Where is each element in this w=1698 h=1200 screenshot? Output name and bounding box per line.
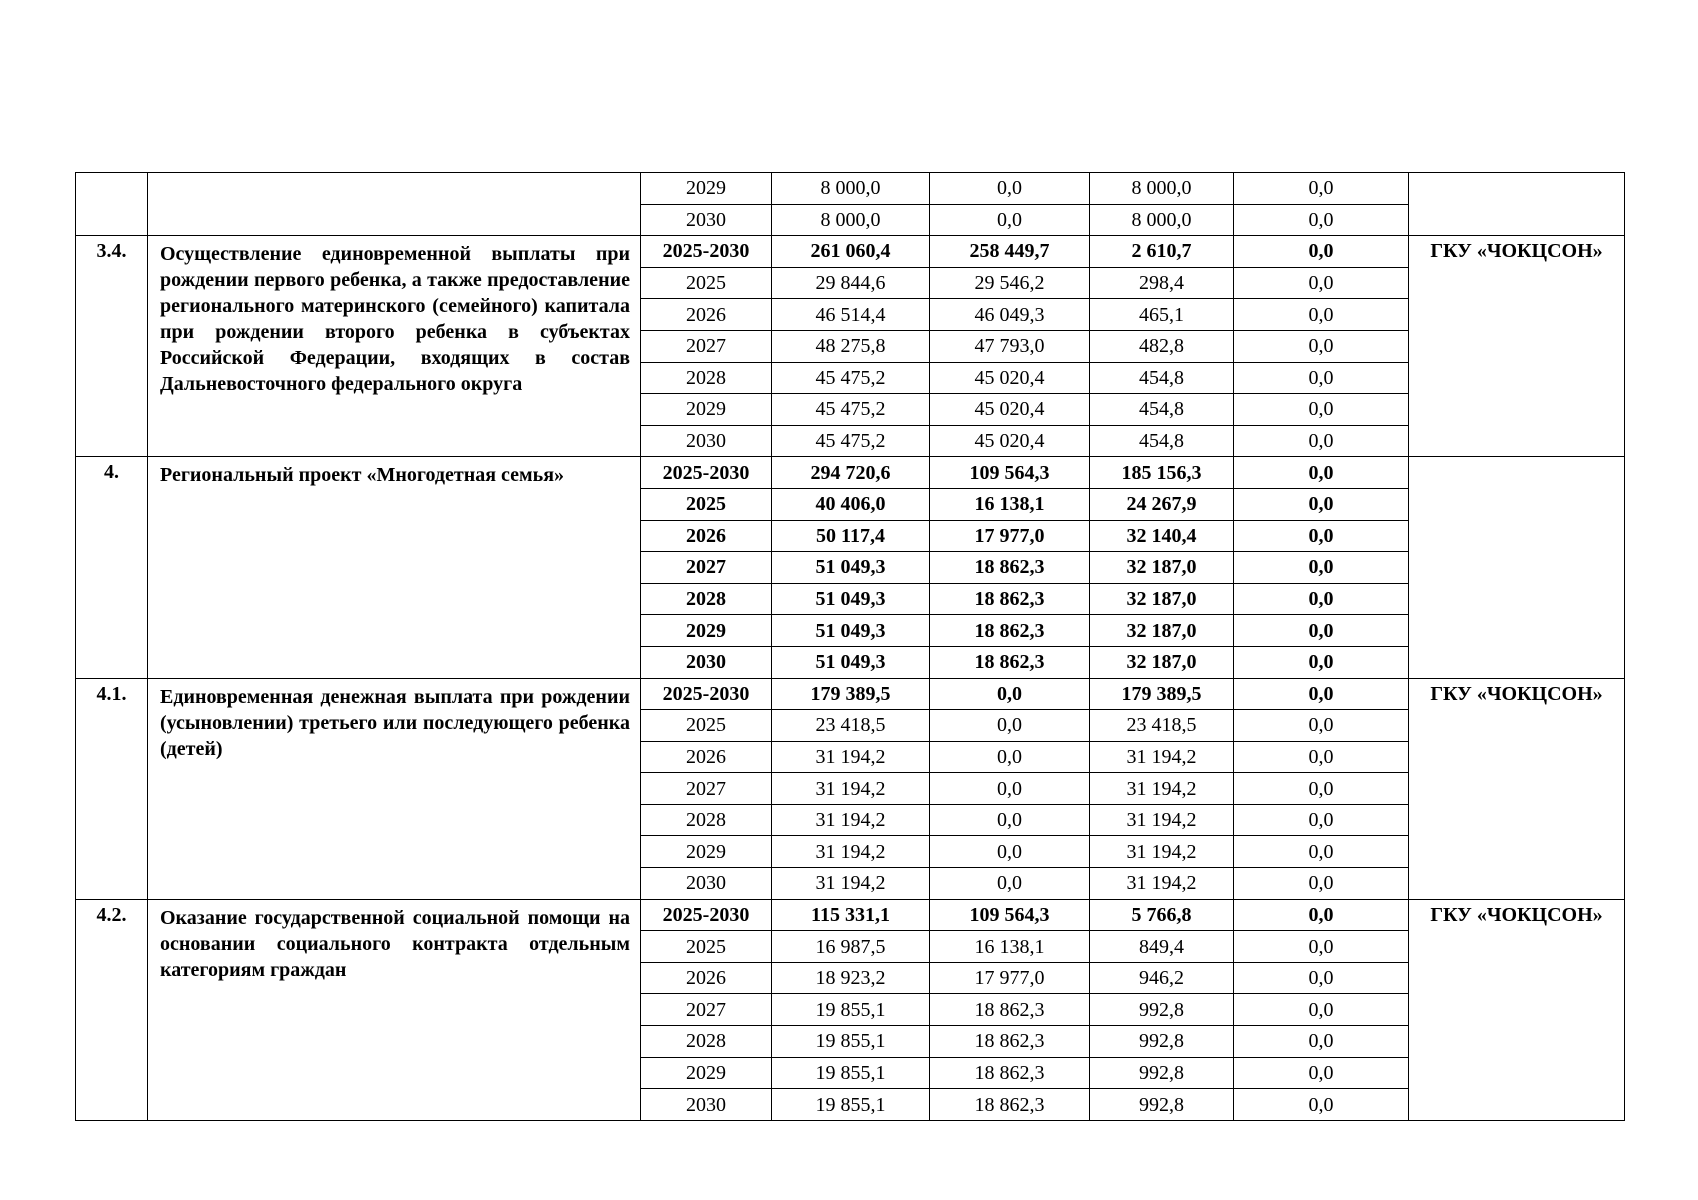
total-cell: 45 475,2 [772,394,930,426]
period-cell: 2028 [641,362,772,394]
table-row [76,236,1625,268]
federal-budget-cell: 18 862,3 [930,1057,1090,1089]
regional-budget-cell: 5 766,8 [1090,899,1234,931]
table-body [76,173,1625,1121]
federal-budget-cell: 0,0 [930,678,1090,710]
federal-budget-cell: 0,0 [930,773,1090,805]
other-sources-cell: 0,0 [1234,678,1409,710]
regional-budget-cell: 992,8 [1090,1089,1234,1121]
federal-budget-cell: 18 862,3 [930,615,1090,647]
total-cell: 31 194,2 [772,868,930,900]
total-cell: 48 275,8 [772,330,930,362]
regional-budget-cell: 298,4 [1090,267,1234,299]
period-cell: 2026 [641,520,772,552]
other-sources-cell: 0,0 [1234,615,1409,647]
federal-budget-cell: 45 020,4 [930,362,1090,394]
period-cell: 2025-2030 [641,457,772,489]
regional-budget-cell: 2 610,7 [1090,236,1234,268]
federal-budget-cell: 18 862,3 [930,994,1090,1026]
other-sources-cell: 0,0 [1234,520,1409,552]
regional-budget-cell: 849,4 [1090,931,1234,963]
total-cell: 8 000,0 [772,173,930,205]
other-sources-cell: 0,0 [1234,773,1409,805]
regional-budget-cell: 482,8 [1090,330,1234,362]
regional-budget-cell: 32 187,0 [1090,615,1234,647]
other-sources-cell: 0,0 [1234,994,1409,1026]
item-number-cell: 4.2. [76,899,148,1120]
period-cell: 2025 [641,931,772,963]
period-cell: 2028 [641,583,772,615]
total-cell: 179 389,5 [772,678,930,710]
period-cell: 2025 [641,488,772,520]
other-sources-cell: 0,0 [1234,362,1409,394]
federal-budget-cell: 0,0 [930,836,1090,868]
period-cell: 2025 [641,710,772,742]
period-cell: 2030 [641,646,772,678]
regional-budget-cell: 31 194,2 [1090,804,1234,836]
period-cell: 2029 [641,1057,772,1089]
regional-budget-cell: 24 267,9 [1090,488,1234,520]
item-name-cell [148,173,641,236]
federal-budget-cell: 18 862,3 [930,1026,1090,1058]
federal-budget-cell: 47 793,0 [930,330,1090,362]
federal-budget-cell: 16 138,1 [930,931,1090,963]
federal-budget-cell: 18 862,3 [930,552,1090,584]
other-sources-cell: 0,0 [1234,552,1409,584]
other-sources-cell: 0,0 [1234,868,1409,900]
period-cell: 2026 [641,962,772,994]
period-cell: 2030 [641,1089,772,1121]
federal-budget-cell: 46 049,3 [930,299,1090,331]
period-cell: 2027 [641,330,772,362]
regional-budget-cell: 992,8 [1090,1026,1234,1058]
other-sources-cell: 0,0 [1234,425,1409,457]
other-sources-cell: 0,0 [1234,899,1409,931]
other-sources-cell: 0,0 [1234,836,1409,868]
other-sources-cell: 0,0 [1234,488,1409,520]
total-cell: 51 049,3 [772,615,930,647]
regional-budget-cell: 465,1 [1090,299,1234,331]
total-cell: 294 720,6 [772,457,930,489]
total-cell: 115 331,1 [772,899,930,931]
regional-budget-cell: 992,8 [1090,994,1234,1026]
table-row [76,678,1625,710]
period-cell: 2029 [641,394,772,426]
period-cell: 2026 [641,741,772,773]
federal-budget-cell: 0,0 [930,173,1090,205]
total-cell: 16 987,5 [772,931,930,963]
period-cell: 2027 [641,773,772,805]
total-cell: 51 049,3 [772,646,930,678]
period-cell: 2027 [641,552,772,584]
period-cell: 2028 [641,804,772,836]
other-sources-cell: 0,0 [1234,394,1409,426]
table-row [76,899,1625,931]
period-cell: 2026 [641,299,772,331]
total-cell: 31 194,2 [772,804,930,836]
regional-budget-cell: 179 389,5 [1090,678,1234,710]
total-cell: 19 855,1 [772,1089,930,1121]
period-cell: 2025-2030 [641,678,772,710]
federal-budget-cell: 16 138,1 [930,488,1090,520]
responsible-executor-cell [1409,457,1625,678]
regional-budget-cell: 31 194,2 [1090,836,1234,868]
period-cell: 2029 [641,836,772,868]
other-sources-cell: 0,0 [1234,173,1409,205]
responsible-executor-cell: ГКУ «ЧОКЦСОН» [1409,899,1625,1120]
other-sources-cell: 0,0 [1234,299,1409,331]
total-cell: 51 049,3 [772,552,930,584]
other-sources-cell: 0,0 [1234,583,1409,615]
federal-budget-cell: 109 564,3 [930,457,1090,489]
federal-budget-cell: 17 977,0 [930,962,1090,994]
regional-budget-cell: 32 187,0 [1090,552,1234,584]
other-sources-cell: 0,0 [1234,1057,1409,1089]
period-cell: 2028 [641,1026,772,1058]
total-cell: 51 049,3 [772,583,930,615]
regional-budget-cell: 32 187,0 [1090,583,1234,615]
other-sources-cell: 0,0 [1234,236,1409,268]
federal-budget-cell: 18 862,3 [930,1089,1090,1121]
other-sources-cell: 0,0 [1234,646,1409,678]
total-cell: 23 418,5 [772,710,930,742]
total-cell: 29 844,6 [772,267,930,299]
total-cell: 46 514,4 [772,299,930,331]
federal-budget-cell: 0,0 [930,204,1090,236]
responsible-executor-cell: ГКУ «ЧОКЦСОН» [1409,236,1625,457]
item-name-cell: Единовременная денежная выплата при рождении (усыновлении) третьего или последующего ребенка (детей) [148,678,641,899]
federal-budget-cell: 0,0 [930,804,1090,836]
other-sources-cell: 0,0 [1234,330,1409,362]
regional-budget-cell: 454,8 [1090,362,1234,394]
budget-table [75,172,1625,1121]
other-sources-cell: 0,0 [1234,457,1409,489]
item-number-cell: 4.1. [76,678,148,899]
other-sources-cell: 0,0 [1234,931,1409,963]
regional-budget-cell: 992,8 [1090,1057,1234,1089]
regional-budget-cell: 31 194,2 [1090,741,1234,773]
total-cell: 31 194,2 [772,773,930,805]
total-cell: 45 475,2 [772,425,930,457]
total-cell: 45 475,2 [772,362,930,394]
federal-budget-cell: 258 449,7 [930,236,1090,268]
period-cell: 2025-2030 [641,236,772,268]
federal-budget-cell: 45 020,4 [930,394,1090,426]
regional-budget-cell: 946,2 [1090,962,1234,994]
period-cell: 2030 [641,868,772,900]
table-row [76,173,1625,205]
federal-budget-cell: 29 546,2 [930,267,1090,299]
other-sources-cell: 0,0 [1234,1089,1409,1121]
other-sources-cell: 0,0 [1234,804,1409,836]
regional-budget-cell: 8 000,0 [1090,173,1234,205]
total-cell: 31 194,2 [772,836,930,868]
regional-budget-cell: 31 194,2 [1090,868,1234,900]
period-cell: 2029 [641,615,772,647]
item-number-cell: 4. [76,457,148,678]
period-cell: 2030 [641,425,772,457]
responsible-executor-cell [1409,173,1625,236]
other-sources-cell: 0,0 [1234,710,1409,742]
regional-budget-cell: 32 187,0 [1090,646,1234,678]
period-cell: 2027 [641,994,772,1026]
federal-budget-cell: 109 564,3 [930,899,1090,931]
total-cell: 19 855,1 [772,1026,930,1058]
regional-budget-cell: 454,8 [1090,425,1234,457]
regional-budget-cell: 23 418,5 [1090,710,1234,742]
other-sources-cell: 0,0 [1234,1026,1409,1058]
total-cell: 19 855,1 [772,1057,930,1089]
period-cell: 2025-2030 [641,899,772,931]
total-cell: 19 855,1 [772,994,930,1026]
federal-budget-cell: 0,0 [930,710,1090,742]
other-sources-cell: 0,0 [1234,267,1409,299]
responsible-executor-cell: ГКУ «ЧОКЦСОН» [1409,678,1625,899]
item-name-cell: Осуществление единовременной выплаты при рождении первого ребенка, а также предоставление регионального материнского (семейного) капитала при рождении второго ребенка в субъектах Российской Федерации, входящих в состав Дальневосточного федерального округа [148,236,641,457]
other-sources-cell: 0,0 [1234,741,1409,773]
total-cell: 50 117,4 [772,520,930,552]
item-name-cell: Оказание государственной социальной помощи на основании социального контракта отдельным категориям граждан [148,899,641,1120]
regional-budget-cell: 32 140,4 [1090,520,1234,552]
period-cell: 2030 [641,204,772,236]
total-cell: 8 000,0 [772,204,930,236]
total-cell: 18 923,2 [772,962,930,994]
regional-budget-cell: 31 194,2 [1090,773,1234,805]
federal-budget-cell: 18 862,3 [930,583,1090,615]
federal-budget-cell: 17 977,0 [930,520,1090,552]
item-number-cell: 3.4. [76,236,148,457]
period-cell: 2025 [641,267,772,299]
total-cell: 31 194,2 [772,741,930,773]
period-cell: 2029 [641,173,772,205]
regional-budget-cell: 454,8 [1090,394,1234,426]
federal-budget-cell: 45 020,4 [930,425,1090,457]
regional-budget-cell: 185 156,3 [1090,457,1234,489]
item-name-cell: Региональный проект «Многодетная семья» [148,457,641,678]
regional-budget-cell: 8 000,0 [1090,204,1234,236]
federal-budget-cell: 0,0 [930,868,1090,900]
federal-budget-cell: 0,0 [930,741,1090,773]
other-sources-cell: 0,0 [1234,962,1409,994]
total-cell: 40 406,0 [772,488,930,520]
other-sources-cell: 0,0 [1234,204,1409,236]
item-number-cell [76,173,148,236]
federal-budget-cell: 18 862,3 [930,646,1090,678]
total-cell: 261 060,4 [772,236,930,268]
table-row [76,457,1625,489]
